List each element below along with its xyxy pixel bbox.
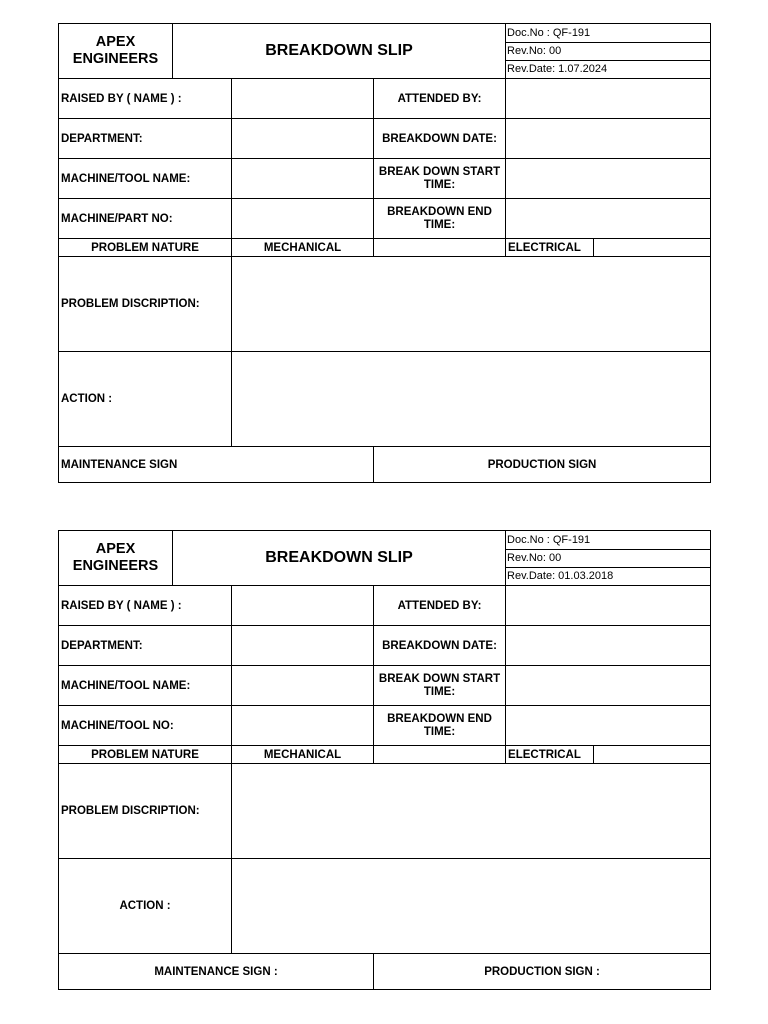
end-time-label: BREAKDOWN END TIME: xyxy=(374,199,506,239)
machine-no-label: MACHINE/PART NO: xyxy=(59,199,232,239)
raised-by-field[interactable] xyxy=(232,79,374,119)
revision-number: Rev.No: 00 xyxy=(506,549,710,567)
problem-description-label: PROBLEM DISCRIPTION: xyxy=(59,764,232,859)
problem-description-field[interactable] xyxy=(232,764,711,859)
breakdown-date-label: BREAKDOWN DATE: xyxy=(374,626,506,666)
slip-table xyxy=(58,23,711,483)
maintenance-sign-label: MAINTENANCE SIGN xyxy=(59,447,374,483)
machine-tool-name-field[interactable] xyxy=(232,666,374,706)
company-line-2: ENGINEERS xyxy=(72,51,159,67)
end-time-field[interactable] xyxy=(506,706,711,746)
start-time-field[interactable] xyxy=(506,666,711,706)
end-time-label: BREAKDOWN END TIME: xyxy=(374,706,506,746)
form-title: BREAKDOWN SLIP xyxy=(173,531,506,586)
machine-no-label: MACHINE/TOOL NO: xyxy=(59,706,232,746)
action-label: ACTION : xyxy=(59,352,232,447)
electrical-field[interactable] xyxy=(594,746,711,764)
machine-no-field[interactable] xyxy=(232,706,374,746)
start-time-label: BREAK DOWN START TIME: xyxy=(374,666,506,706)
machine-tool-name-field[interactable] xyxy=(232,159,374,199)
doc-meta xyxy=(506,531,711,586)
revision-date: Rev.Date: 1.07.2024 xyxy=(507,63,608,75)
end-time-field[interactable] xyxy=(506,199,711,239)
production-sign-label: PRODUCTION SIGN xyxy=(374,447,711,483)
department-label: DEPARTMENT: xyxy=(59,119,232,159)
company-line-2: ENGINEERS xyxy=(72,558,159,574)
mechanical-label: MECHANICAL xyxy=(232,239,374,257)
mechanical-field[interactable] xyxy=(374,239,506,257)
company-name xyxy=(59,531,173,586)
attended-by-field[interactable] xyxy=(506,79,711,119)
problem-description-field[interactable] xyxy=(232,257,711,352)
attended-by-field[interactable] xyxy=(506,586,711,626)
action-field[interactable] xyxy=(232,859,711,954)
action-field[interactable] xyxy=(232,352,711,447)
breakdown-date-field[interactable] xyxy=(506,626,711,666)
raised-by-field[interactable] xyxy=(232,586,374,626)
mechanical-label: MECHANICAL xyxy=(232,746,374,764)
electrical-label: ELECTRICAL xyxy=(506,239,594,257)
department-field[interactable] xyxy=(232,119,374,159)
machine-tool-name-label: MACHINE/TOOL NAME: xyxy=(59,666,232,706)
company-line-1: APEX xyxy=(95,541,136,557)
breakdown-slip-1 xyxy=(58,23,710,483)
raised-by-label: RAISED BY ( NAME ) : xyxy=(59,586,232,626)
machine-tool-name-label: MACHINE/TOOL NAME: xyxy=(59,159,232,199)
breakdown-date-label: BREAKDOWN DATE: xyxy=(374,119,506,159)
revision-number: Rev.No: 00 xyxy=(506,42,710,60)
maintenance-sign-label: MAINTENANCE SIGN : xyxy=(59,954,374,990)
doc-number: Doc.No : QF-191 xyxy=(506,25,710,43)
revision-date: Rev.Date: 01.03.2018 xyxy=(507,570,614,582)
action-label: ACTION : xyxy=(59,859,232,954)
start-time-field[interactable] xyxy=(506,159,711,199)
attended-by-label: ATTENDED BY: xyxy=(374,79,506,119)
problem-nature-label: PROBLEM NATURE xyxy=(59,746,232,764)
company-name xyxy=(59,24,173,79)
start-time-label: BREAK DOWN START TIME: xyxy=(374,159,506,199)
problem-description-label: PROBLEM DISCRIPTION: xyxy=(59,257,232,352)
department-field[interactable] xyxy=(232,626,374,666)
form-title: BREAKDOWN SLIP xyxy=(173,24,506,79)
electrical-field[interactable] xyxy=(594,239,711,257)
machine-no-field[interactable] xyxy=(232,199,374,239)
raised-by-label: RAISED BY ( NAME ) : xyxy=(59,79,232,119)
electrical-label: ELECTRICAL xyxy=(506,746,594,764)
company-line-1: APEX xyxy=(95,34,136,50)
doc-number: Doc.No : QF-191 xyxy=(506,532,710,550)
breakdown-date-field[interactable] xyxy=(506,119,711,159)
doc-meta xyxy=(506,24,711,79)
production-sign-label: PRODUCTION SIGN : xyxy=(374,954,711,990)
problem-nature-label: PROBLEM NATURE xyxy=(59,239,232,257)
attended-by-label: ATTENDED BY: xyxy=(374,586,506,626)
breakdown-slip-2 xyxy=(58,530,710,990)
department-label: DEPARTMENT: xyxy=(59,626,232,666)
slip-table xyxy=(58,530,711,990)
mechanical-field[interactable] xyxy=(374,746,506,764)
